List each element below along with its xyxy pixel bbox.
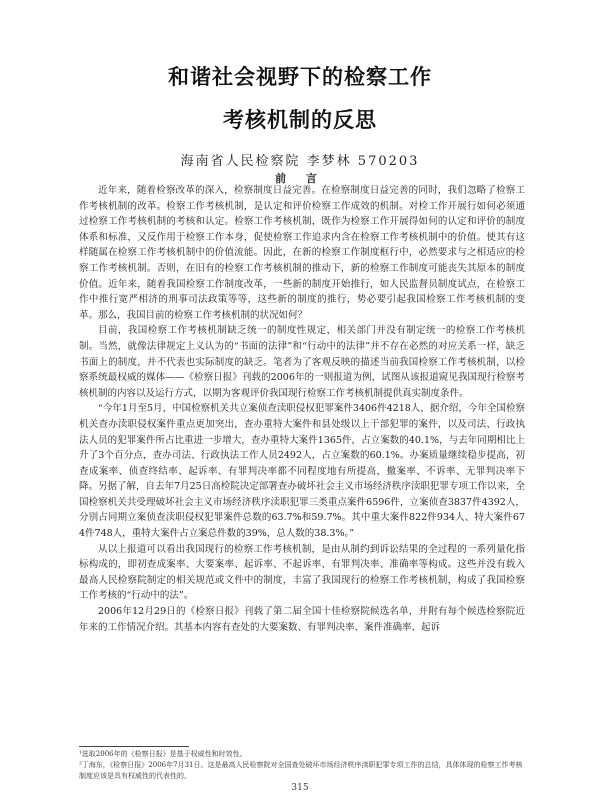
footnote: ¹选取2006年的《检察日报》是基于权威性和时效性。 (79, 750, 247, 758)
title-line-2: 考核机制的反思 (223, 108, 377, 132)
author-line: 海南省人民检察院 李梦林 570203 (180, 154, 420, 169)
body-text (79, 183, 525, 635)
paragraph: 目前，我国检察工作考核机制缺乏统一的制度性规定，相关部门并没有制定统一的检察工作考核机制。当然，就像法律规定上义认为的“书面的法律”和“行动中的法律”并不存在必然的对应关系一样，缺乏书面上的制度，并不代表也实际制度的缺乏。笔者为了客观反映的描述当前我国检察工作考核机制，以检察系统最权威的媒体——《检察日报》刊载的2006年的一则报道为例，试图从该报道窥见我国现行检察考核机制的内容以及运行方式，以期为客观评价我国现行检察工作考核机制提供真实制度条件。 (79, 325, 525, 399)
paragraph: 2006年12月29日的《检察日报》刊载了第二届全国十佳检察院候选名单，并附有每个候选检察院近年来的工作情况介绍。其基本内容有查处的大要案数、有罪判决率、案件准确率、起诉 (79, 606, 525, 633)
footnote-rule (79, 746, 189, 747)
preface-heading: 前 言 (275, 172, 325, 185)
paragraph: 近年来，随着检察改革的深入，检察制度日益完善。在检察制度日益完善的同时，我们忽略了检察工作考核机制的改革。检察工作考核机制，是认定和评价检察工作成效的机制。对检工作开展行如何必须通过检察工作考核机制的考核和认定。检察工作考核机制，既作为检察工作开展得如何的认定和评价的制度体系和标准，又反作用于检察工作本身，促使检察工作追求内含在检察工作考核机制中的价值。使其有这样随属在检察工作考核机制中的价值流能。因此，在新的检察工作制度框行中，必然要求与之相适应的检察工作考核机制。否则，在旧有的检察工作考核机制的推动下，新的检察工作制度可能丧失其原本的制度价值。近年来，随着我国检察工作制度改革，一些新的制度开始推行，如人民监督员制度试点，在检察工作中推行宽严相济的刑事司法政策等等，这些新的制度的推行，势必要引起我国检察工作考核机制的变革。那么，我国目前的检察工作考核机制的状况如何？ (79, 185, 525, 321)
footnotes (79, 749, 525, 782)
paragraph: 从以上报道可以看出我国现行的检察工作考核机制，是由从制约到诉讼结果的全过程的一系列量化指标构成的，即初查成案率、大要案率、起诉率、不起诉率、有罪判决率、准确率等构成。这些并没有载入最高人民检察院制定的相关规范或文件中的制度，丰富了我国现行的检察工作考核机制，构成了我国检察工作考核的“行动中的法”。 (79, 543, 525, 602)
title-line-1: 和谐社会视野下的检察工作 (168, 65, 432, 89)
page-number: 315 (291, 783, 309, 793)
footnote: ²丁海东，《检察日报》2006年7月31日。这是最高人民检察院对全国查处破坏市场经济秩序渎职犯罪专项工作的总结，具体体现的检察工作考核制度应该是具有权威性的代表性的。 (79, 761, 523, 780)
paragraph: “今年1月至5月，中国检察机关共立案侦查渎职侵权犯罪案件3406件4218人，据介绍，今年全国检察机关查办渎职侵权案件重点更加突出，查办重特大案件和县处级以上干部犯罪的案件，以及司法、行政执法人员的犯罪案件所占比重进一步增大，查办重特大案件1365件，占立案数的40.1%，与去年同期相比上升了3个百分点，查办司法、行政执法工作人员2492人，占立案数的60.1%。办案质量继续稳步提高，初查成案率、侦查终结率、起诉率、有罪判决率都不同程度地有所提高，撤案率、不诉率、无罪判决率下降。另据了解，自去年7月25日高检院决定部署查办破坏社会主义市场经济秩序渎职犯罪专项工作以来，全国检察机关共受理破坏社会主义市场经济秩序渎职犯罪三类重点案件6596件，立案侦查3837件4392人，分别占同期立案侦查渎职侵权犯罪案件总数的63.7%和59.7%。其中重大案件822件934人、特大案件674件748人，重特大案件占立案总件数的39%，总人数的38.3%。” (79, 403, 525, 540)
